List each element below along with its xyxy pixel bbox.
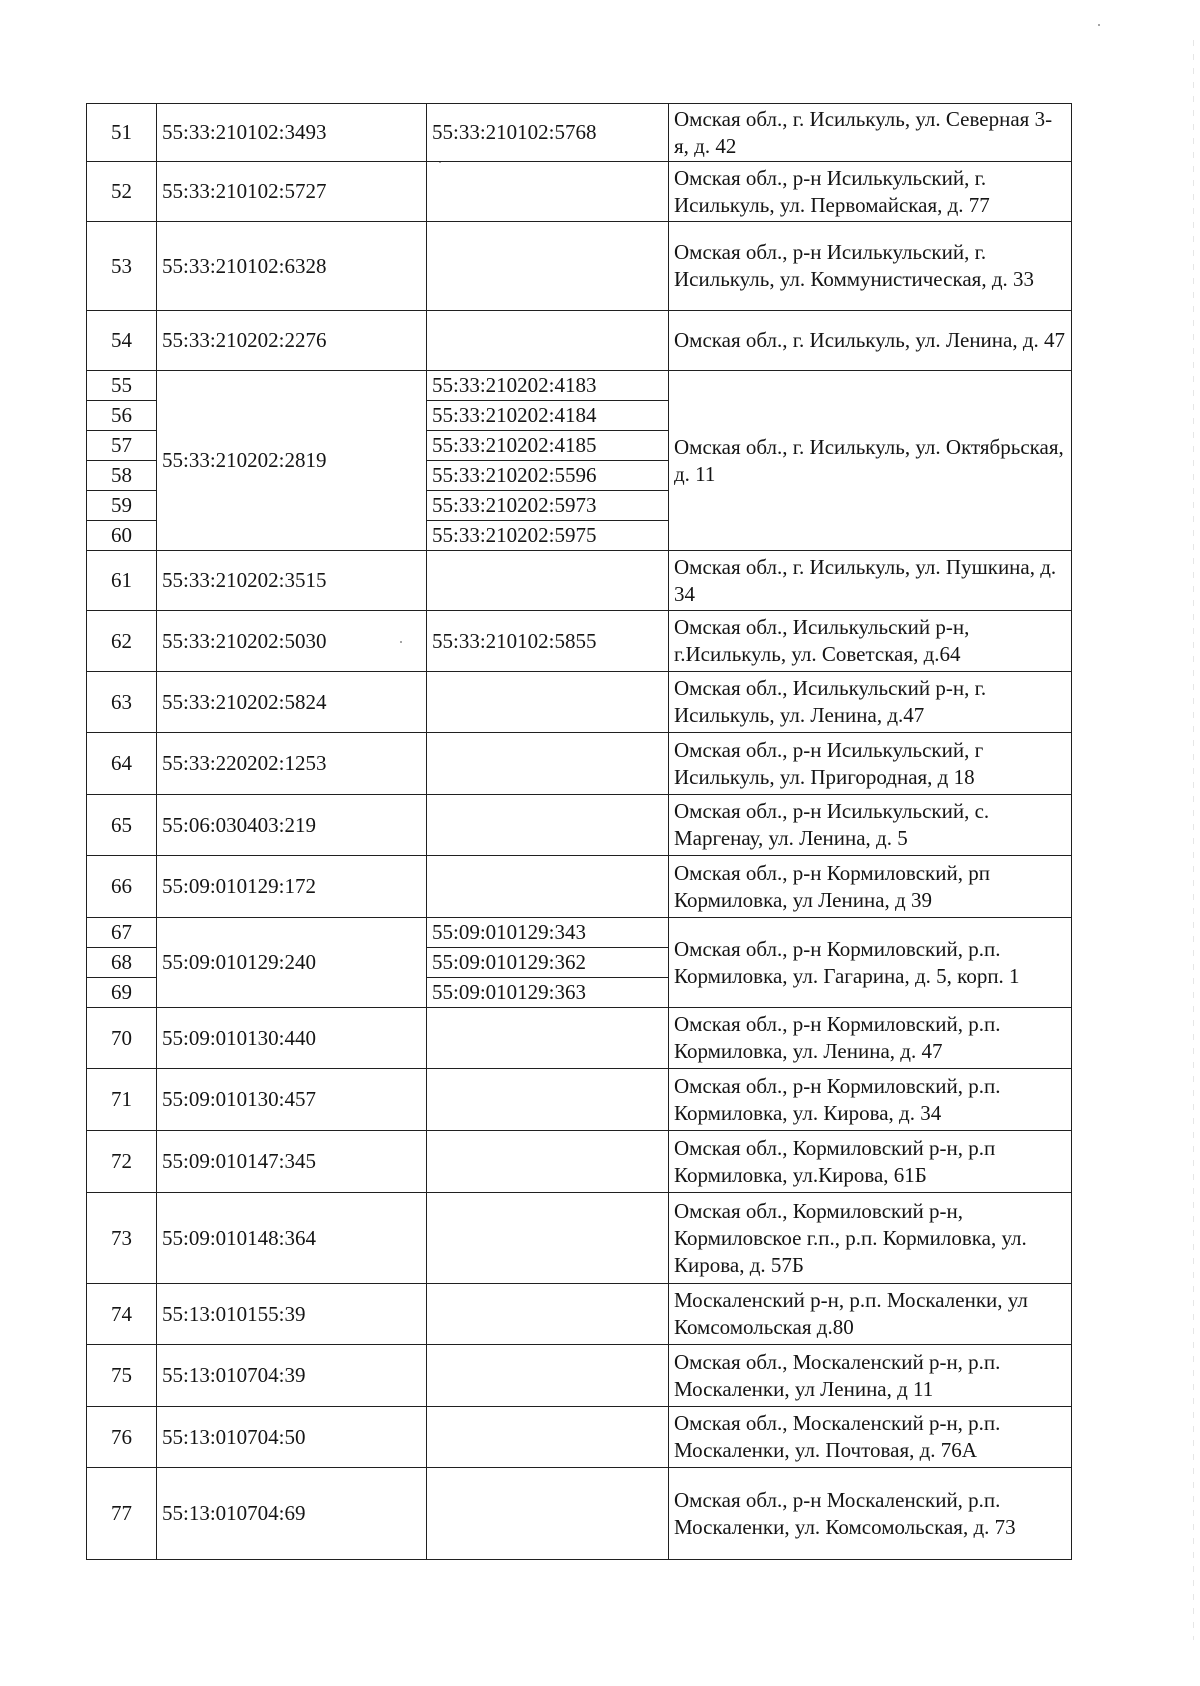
sub-cadastral-number [427, 1069, 669, 1131]
address: Омская обл., р-н Кормиловский, р.п. Кормиловка, ул. Гагарина, д. 5, корп. 1 [669, 918, 1072, 1008]
cadastral-table [86, 103, 1072, 1560]
sub-cadastral-number [427, 551, 669, 611]
row-number: 67 [87, 918, 157, 948]
row-number: 74 [87, 1284, 157, 1345]
sub-cadastral-number: 55:33:210202:4184 [427, 401, 669, 431]
sub-cadastral-number [427, 1345, 669, 1407]
cadastral-number: 55:13:010704:39 [157, 1345, 427, 1407]
sub-cadastral-number [427, 672, 669, 733]
table-row [87, 672, 1072, 733]
address: Омская обл., р-н Исилькульский, г. Исилькуль, ул. Первомайская, д. 77 [669, 162, 1072, 222]
address: Омская обл., г. Исилькуль, ул. Пушкина, д. 34 [669, 551, 1072, 611]
row-number: 61 [87, 551, 157, 611]
cadastral-number: 55:33:210202:2819 [157, 371, 427, 551]
cadastral-number: 55:33:210202:3515 [157, 551, 427, 611]
sub-cadastral-number: 55:33:210202:5973 [427, 491, 669, 521]
cadastral-number: 55:33:210102:3493 [157, 104, 427, 162]
row-number: 72 [87, 1131, 157, 1193]
sub-cadastral-number: 55:33:210202:5596 [427, 461, 669, 491]
cadastral-number: 55:33:210102:6328 [157, 222, 427, 311]
table-row [87, 222, 1072, 311]
sub-cadastral-number: 55:33:210102:5768 [427, 104, 669, 162]
sub-cadastral-number [427, 1284, 669, 1345]
address: Омская обл., р-н Кормиловский, рп Кормиловка, ул Ленина, д 39 [669, 856, 1072, 918]
row-number: 66 [87, 856, 157, 918]
address: Омская обл., р-н Москаленский, р.п. Москаленки, ул. Комсомольская, д. 73 [669, 1468, 1072, 1560]
cadastral-number: 55:09:010147:345 [157, 1131, 427, 1193]
row-number: 60 [87, 521, 157, 551]
row-number: 63 [87, 672, 157, 733]
cadastral-number: 55:09:010129:240 [157, 918, 427, 1008]
table-row [87, 1069, 1072, 1131]
sub-cadastral-number [427, 311, 669, 371]
table-row [87, 371, 1072, 401]
table-row [87, 856, 1072, 918]
cadastral-number: 55:09:010148:364 [157, 1193, 427, 1284]
sub-cadastral-number: 55:09:010129:362 [427, 948, 669, 978]
sub-cadastral-number [427, 1407, 669, 1468]
sub-cadastral-number [427, 1193, 669, 1284]
row-number: 73 [87, 1193, 157, 1284]
row-number: 56 [87, 401, 157, 431]
address: Омская обл., р-н Исилькульский, с. Маргенау, ул. Ленина, д. 5 [669, 795, 1072, 856]
address: Омская обл., Исилькульский р-н, г.Исилькуль, ул. Советская, д.64 [669, 611, 1072, 672]
row-number: 53 [87, 222, 157, 311]
sub-cadastral-number [427, 1131, 669, 1193]
table-row [87, 551, 1072, 611]
row-number: 58 [87, 461, 157, 491]
table-row [87, 162, 1072, 222]
cadastral-number: 55:06:030403:219 [157, 795, 427, 856]
sub-cadastral-number: 55:33:210202:4183 [427, 371, 669, 401]
row-number: 55 [87, 371, 157, 401]
address: Омская обл., р-н Исилькульский, г. Исилькуль, ул. Коммунистическая, д. 33 [669, 222, 1072, 311]
row-number: 52 [87, 162, 157, 222]
address: Омская обл., Москаленский р-н, р.п. Москаленки, ул. Почтовая, д. 76А [669, 1407, 1072, 1468]
cadastral-number: 55:13:010704:50 [157, 1407, 427, 1468]
cadastral-number: 55:09:010130:457 [157, 1069, 427, 1131]
address: Омская обл., Кормиловский р-н, Кормиловское г.п., р.п. Кормиловка, ул. Кирова, д. 57Б [669, 1193, 1072, 1284]
sub-cadastral-number: 55:33:210102:5855 [427, 611, 669, 672]
row-number: 68 [87, 948, 157, 978]
address: Омская обл., р-н Исилькульский, г Исилькуль, ул. Пригородная, д 18 [669, 733, 1072, 795]
sub-cadastral-number: 55:33:210202:5975 [427, 521, 669, 551]
row-number: 64 [87, 733, 157, 795]
table-row [87, 104, 1072, 162]
cadastral-number: 55:33:220202:1253 [157, 733, 427, 795]
cadastral-number: 55:33:210202:5030 [157, 611, 427, 672]
row-number: 65 [87, 795, 157, 856]
table-row [87, 1284, 1072, 1345]
table-row [87, 1008, 1072, 1069]
sub-cadastral-number: 55:33:210202:4185 [427, 431, 669, 461]
cadastral-number: 55:33:210202:5824 [157, 672, 427, 733]
table-row [87, 795, 1072, 856]
scan-speck [1098, 24, 1100, 26]
address: Омская обл., г. Исилькуль, ул. Октябрьская, д. 11 [669, 371, 1072, 551]
cadastral-number: 55:09:010130:440 [157, 1008, 427, 1069]
row-number: 51 [87, 104, 157, 162]
sub-cadastral-number: 55:09:010129:363 [427, 978, 669, 1008]
cadastral-number: 55:13:010155:39 [157, 1284, 427, 1345]
table-row [87, 1193, 1072, 1284]
table-row [87, 918, 1072, 948]
row-number: 62 [87, 611, 157, 672]
table-row [87, 611, 1072, 672]
row-number: 75 [87, 1345, 157, 1407]
address: Омская обл., Исилькульский р-н, г. Исилькуль, ул. Ленина, д.47 [669, 672, 1072, 733]
table-row [87, 1468, 1072, 1560]
sub-cadastral-number [427, 1468, 669, 1560]
sub-cadastral-number [427, 222, 669, 311]
address: Омская обл., р-н Кормиловский, р.п. Кормиловка, ул. Кирова, д. 34 [669, 1069, 1072, 1131]
address: Омская обл., р-н Кормиловский, р.п. Кормиловка, ул. Ленина, д. 47 [669, 1008, 1072, 1069]
address: Омская обл., Кормиловский р-н, р.п Кормиловка, ул.Кирова, 61Б [669, 1131, 1072, 1193]
row-number: 77 [87, 1468, 157, 1560]
cadastral-number: 55:13:010704:69 [157, 1468, 427, 1560]
sub-cadastral-number [427, 856, 669, 918]
table-row [87, 1131, 1072, 1193]
row-number: 59 [87, 491, 157, 521]
scan-edge-artifact [1193, 40, 1194, 1640]
sub-cadastral-number [427, 733, 669, 795]
table-row [87, 1345, 1072, 1407]
table-row [87, 311, 1072, 371]
cadastral-number: 55:09:010129:172 [157, 856, 427, 918]
row-number: 57 [87, 431, 157, 461]
address: Омская обл., г. Исилькуль, ул. Северная 3-я, д. 42 [669, 104, 1072, 162]
table-row [87, 733, 1072, 795]
address: Омская обл., Москаленский р-н, р.п. Москаленки, ул Ленина, д 11 [669, 1345, 1072, 1407]
row-number: 54 [87, 311, 157, 371]
sub-cadastral-number [427, 162, 669, 222]
row-number: 69 [87, 978, 157, 1008]
row-number: 70 [87, 1008, 157, 1069]
sub-cadastral-number: 55:09:010129:343 [427, 918, 669, 948]
address: Омская обл., г. Исилькуль, ул. Ленина, д. 47 [669, 311, 1072, 371]
table-row [87, 1407, 1072, 1468]
sub-cadastral-number [427, 1008, 669, 1069]
row-number: 76 [87, 1407, 157, 1468]
cadastral-number: 55:33:210102:5727 [157, 162, 427, 222]
cadastral-number: 55:33:210202:2276 [157, 311, 427, 371]
row-number: 71 [87, 1069, 157, 1131]
sub-cadastral-number [427, 795, 669, 856]
address: Москаленский р-н, р.п. Москаленки, ул Комсомольская д.80 [669, 1284, 1072, 1345]
